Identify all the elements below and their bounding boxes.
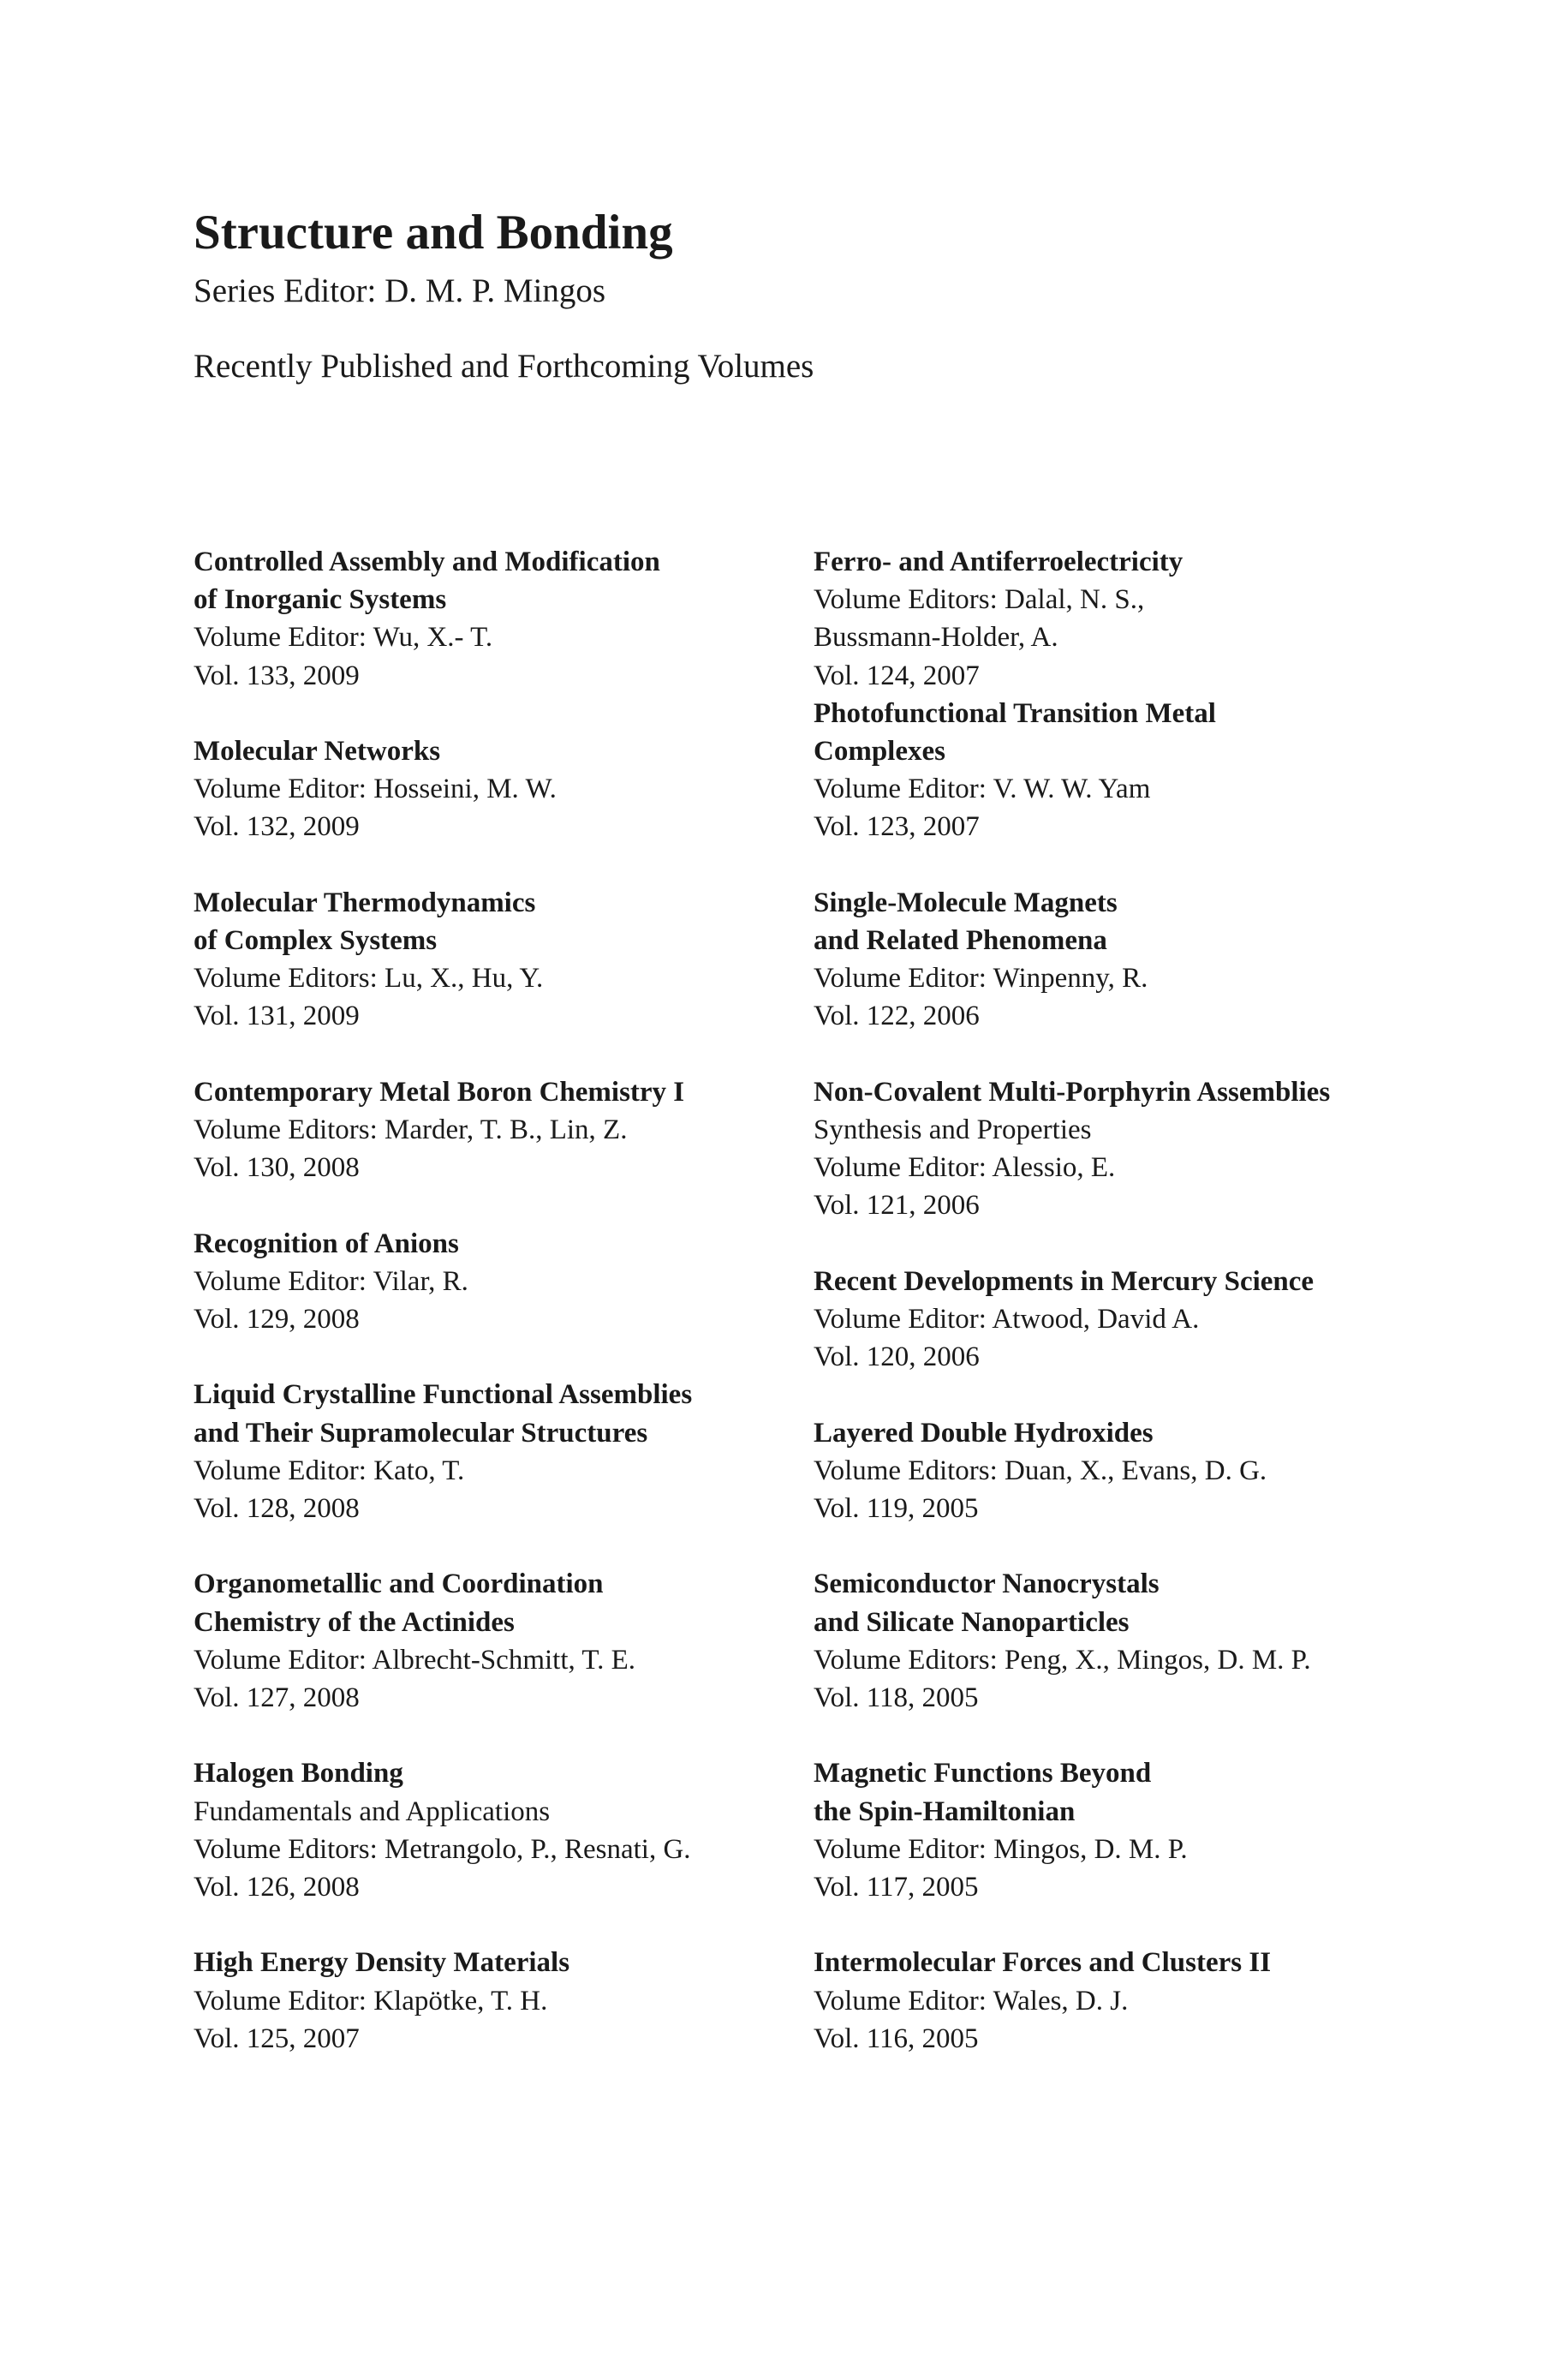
volume-entry: [194, 1376, 844, 1527]
volume-number: Vol. 126, 2008: [194, 1872, 360, 1903]
volume-editors: Bussmann-Holder, A.: [814, 622, 1058, 654]
volume-title: Photofunctional Transition Metal: [814, 697, 1216, 729]
volume-title: Recognition of Anions: [194, 1228, 459, 1259]
volume-title: Organometallic and Coordination: [194, 1568, 604, 1600]
volume-title: Ferro- and Antiferroelectricity: [814, 547, 1183, 577]
volume-editors: Volume Editors: Metrangolo, P., Resnati, G.: [194, 1833, 691, 1865]
volume-entry: [814, 1073, 1464, 1225]
volume-title: and Their Supramolecular Structures: [194, 1417, 648, 1449]
volume-title: Liquid Crystalline Functional Assemblies: [194, 1379, 693, 1411]
volume-editors: Volume Editor: Vilar, R.: [194, 1265, 468, 1297]
volume-title: Recent Developments in Mercury Science: [814, 1265, 1315, 1297]
volume-column-right: [814, 543, 1464, 2095]
volume-editors: Volume Editor: Atwood, David A.: [814, 1304, 1200, 1335]
volume-number: Vol. 121, 2006: [814, 1190, 980, 1222]
volume-number: Vol. 123, 2007: [814, 811, 980, 843]
volume-entry: [814, 1565, 1464, 1717]
volume-editors: Volume Editor: Wu, X.- T.: [194, 622, 493, 654]
series-editor: Series Editor: D. M. P. Mingos: [194, 272, 606, 309]
volume-editors: Volume Editor: Wales, D. J.: [814, 1985, 1129, 2017]
volume-title: of Complex Systems: [194, 925, 438, 956]
volume-entry: [194, 732, 844, 846]
volume-entry: [814, 884, 1464, 1036]
volume-editors: Volume Editor: Hosseini, M. W.: [194, 774, 557, 805]
volume-editors: Volume Editor: Alessio, E.: [814, 1152, 1116, 1184]
volume-entry: [814, 1414, 1464, 1528]
volume-title: and Related Phenomena: [814, 925, 1107, 957]
volume-entry: [814, 543, 1464, 695]
volume-editors: Volume Editor: Winpenny, R.: [814, 963, 1148, 995]
volume-title: Intermolecular Forces and Clusters II: [814, 1947, 1272, 1979]
volume-entry: [814, 1944, 1464, 2058]
volume-title: of Inorganic Systems: [194, 584, 447, 616]
volume-entry: [814, 695, 1464, 846]
volume-title: Non-Covalent Multi-Porphyrin Assemblies: [814, 1076, 1331, 1108]
volume-number: Vol. 122, 2006: [814, 1001, 980, 1032]
volume-title: and Silicate Nanoparticles: [814, 1606, 1130, 1638]
volume-entry: [194, 1944, 844, 2058]
volume-entry: [194, 884, 844, 1036]
volume-title: Halogen Bonding: [194, 1758, 403, 1789]
volume-number: Vol. 127, 2008: [194, 1682, 360, 1713]
volume-number: Vol. 116, 2005: [814, 2022, 979, 2054]
volume-editors: Volume Editor: Albrecht-Schmitt, T. E.: [194, 1644, 636, 1676]
volume-number: Vol. 128, 2008: [194, 1493, 360, 1524]
volume-number: Vol. 131, 2009: [194, 1001, 360, 1032]
volume-number: Vol. 133, 2009: [194, 660, 360, 691]
volume-entry: [814, 1263, 1464, 1377]
volume-editors: Volume Editors: Duan, X., Evans, D. G.: [814, 1455, 1267, 1486]
volume-editors: Volume Editors: Lu, X., Hu, Y.: [194, 963, 544, 995]
volume-entry: [194, 1565, 844, 1717]
volume-entry: [194, 1225, 844, 1339]
series-subtitle: Recently Published and Forthcoming Volumes: [194, 348, 814, 385]
volume-editors: Volume Editors: Peng, X., Mingos, D. M. P.: [814, 1644, 1311, 1676]
volume-title: Controlled Assembly and Modification: [194, 547, 660, 577]
volume-title: Molecular Networks: [194, 736, 441, 767]
volume-title: Semiconductor Nanocrystals: [814, 1568, 1160, 1600]
volume-entry: [194, 1754, 844, 1906]
volume-column-left: [194, 543, 844, 2095]
volume-entry: [814, 1754, 1464, 1906]
volume-entry: [194, 1073, 844, 1187]
volume-title: Layered Double Hydroxides: [814, 1417, 1154, 1449]
volume-number: Vol. 125, 2007: [194, 2022, 360, 2054]
series-title: Structure and Bonding: [194, 206, 673, 260]
volume-number: Vol. 124, 2007: [814, 660, 980, 691]
volume-subtitle: Synthesis and Properties: [814, 1114, 1092, 1146]
volume-editors: Volume Editor: Klapötke, T. H.: [194, 1985, 548, 2017]
volume-editors: Volume Editor: Mingos, D. M. P.: [814, 1833, 1188, 1865]
volume-editors: Volume Editors: Dalal, N. S.,: [814, 584, 1145, 616]
volume-number: Vol. 132, 2009: [194, 811, 360, 843]
volume-editors: Volume Editor: V. W. W. Yam: [814, 774, 1151, 805]
volume-number: Vol. 130, 2008: [194, 1152, 360, 1184]
volume-title: Complexes: [814, 736, 945, 768]
volume-title: Molecular Thermodynamics: [194, 887, 536, 918]
volume-title: Magnetic Functions Beyond: [814, 1758, 1152, 1789]
volume-title: Single-Molecule Magnets: [814, 887, 1118, 918]
volume-number: Vol. 120, 2006: [814, 1341, 980, 1373]
volume-title: the Spin-Hamiltonian: [814, 1795, 1076, 1827]
volume-title: Contemporary Metal Boron Chemistry I: [194, 1076, 685, 1108]
volume-number: Vol. 117, 2005: [814, 1872, 979, 1903]
volume-number: Vol. 129, 2008: [194, 1304, 360, 1335]
volume-title: Chemistry of the Actinides: [194, 1606, 515, 1638]
volume-number: Vol. 119, 2005: [814, 1493, 979, 1525]
volume-editors: Volume Editors: Marder, T. B., Lin, Z.: [194, 1114, 628, 1145]
volume-title: High Energy Density Materials: [194, 1947, 570, 1979]
volume-number: Vol. 118, 2005: [814, 1682, 979, 1714]
volume-entry: [194, 543, 844, 695]
page-header: [194, 202, 1392, 389]
volume-subtitle: Fundamentals and Applications: [194, 1795, 551, 1827]
volume-editors: Volume Editor: Kato, T.: [194, 1455, 465, 1486]
